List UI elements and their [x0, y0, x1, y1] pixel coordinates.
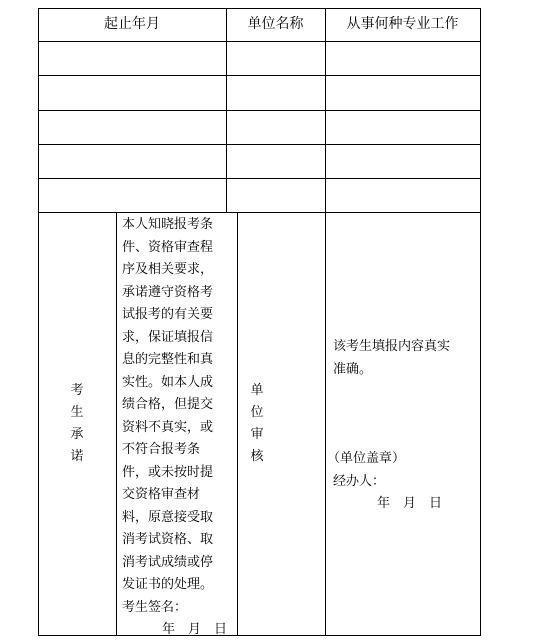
review-statement-line: 准确。 [333, 361, 373, 377]
pledge-line: 不符合报考条 [122, 442, 201, 457]
review-label-char: 位 [250, 405, 264, 420]
header-profession: 从事何种专业工作 [346, 16, 459, 32]
pledge-line: 料，原意接受取 [122, 509, 214, 525]
candidate-pledge-text [122, 214, 234, 642]
pledge-line: 承诺遵守资格考 [122, 284, 214, 300]
pledge-line: 求，保证填报信 [122, 329, 214, 345]
row-rule-3 [38, 144, 481, 145]
pledge-line: 息的完整性和真 [122, 352, 214, 367]
pledge-line: 实性。如本人成 [122, 374, 214, 390]
pledge-line: 序及相关要求， [122, 262, 214, 277]
column-rule-pledge-text [116, 212, 117, 636]
table-border-left [38, 8, 39, 636]
pledge-line: 绩合格，但提交 [122, 397, 214, 412]
pledge-line: 件，或未按时提 [122, 464, 214, 480]
handler-label: 经办人： [333, 473, 386, 489]
column-rule-profession [325, 8, 326, 636]
pledge-line: 试报考的有关要 [122, 307, 214, 322]
review-label-char: 核 [250, 449, 264, 464]
candidate-pledge-label [38, 380, 116, 468]
header-bottom-rule [38, 41, 481, 42]
row-rule-5 [38, 212, 481, 213]
registration-form-table [38, 8, 481, 636]
review-label-char: 审 [250, 427, 264, 442]
unit-seal-label: （单位盖章） [327, 451, 406, 466]
unit-review-content [327, 336, 478, 516]
candidate-signature-label: 考生签名： [122, 599, 188, 615]
candidate-sign-date: 年 月 日 [162, 622, 228, 637]
unit-review-label [237, 380, 277, 468]
pledge-label-char: 承 [70, 427, 84, 442]
row-rule-1 [38, 75, 481, 76]
review-statement-line: 该考生填报内容真实 [333, 339, 451, 354]
pledge-label-char: 考 [70, 383, 84, 398]
pledge-line: 发证书的处理。 [122, 577, 214, 592]
review-spacer [333, 381, 478, 448]
pledge-line: 消考试资格、取 [122, 532, 214, 547]
header-unit-name: 单位名称 [247, 16, 304, 32]
pledge-label-char: 生 [70, 405, 84, 420]
review-date: 年 月 日 [377, 496, 443, 511]
pledge-line: 消考试成绩或停 [122, 554, 214, 570]
table-border-right [480, 8, 481, 636]
pledge-line: 本人知晓报考条 [122, 217, 214, 232]
header-period: 起止年月 [104, 16, 160, 32]
pledge-line: 资料不真实，或 [122, 419, 214, 435]
row-rule-4 [38, 178, 481, 179]
pledge-label-char: 诺 [70, 449, 84, 464]
pledge-line: 件、资格审查程 [122, 239, 214, 255]
review-label-char: 单 [250, 383, 264, 398]
pledge-line: 交资格审查材 [122, 487, 201, 502]
table-border-bottom [38, 635, 481, 636]
row-rule-2 [38, 110, 481, 111]
